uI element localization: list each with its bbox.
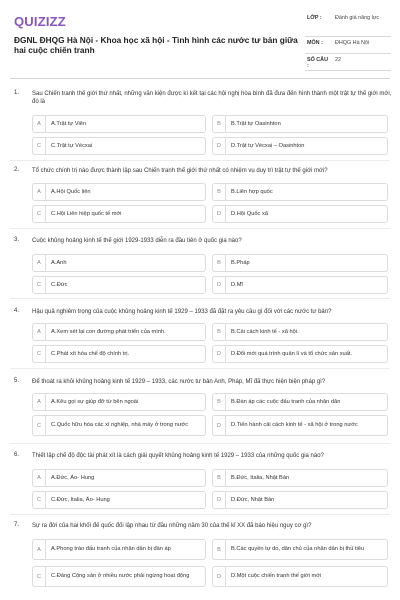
question-text: Để thoát ra khỏi khủng hoảng kinh tế 1929 – 1933, các nước tư bản Anh, Pháp, Mĩ đã thực hiện biện pháp gì? [32,379,326,385]
question-number: 6. [14,452,20,458]
option-letter: B [213,116,226,132]
option-letter: C [33,277,46,293]
quiz-meta [305,12,391,71]
option-c[interactable] [32,566,206,587]
option-letter: B [213,470,226,486]
option-a[interactable] [32,393,206,411]
option-letter: C [33,416,46,435]
option-a[interactable] [32,183,206,201]
option-text: D.Đức, Nhật Bản [231,496,275,503]
meta-label-socau: SỐ CÂU : [307,57,328,69]
option-letter: C [33,346,46,362]
question-number: 7. [14,522,20,528]
option-a[interactable] [32,115,206,133]
option-text: C.Đức, Italia, Áo- Hung [51,496,110,503]
option-b[interactable] [212,254,388,272]
option-text: C.Trật tự Vécxai [51,142,93,149]
question-number: 1. [14,90,20,96]
option-d[interactable] [212,137,388,155]
meta-label-lop: LỚP : [307,15,322,21]
option-letter: B [213,324,226,340]
option-letter: B [213,394,226,410]
question-divider [10,298,390,299]
option-d[interactable] [212,415,388,436]
quiz-title: ĐGNL ĐHQG Hà Nội - Khoa học xã hội - Tình hình các nước tư bản giữa hai cuộc chiến tranh [14,35,298,55]
option-c[interactable] [32,491,206,509]
option-letter: A [33,540,46,559]
logo-text: QUIZIZZ [14,13,66,29]
option-a[interactable] [32,469,206,487]
question-text: Cuộc khủng hoảng kinh tế thế giới 1929-1933 diễn ra đầu tiên ở quốc gia nào? [32,238,242,244]
option-letter: D [213,416,226,435]
option-text: A.Phong trào đấu tranh của nhân dân bị đàn áp [51,546,171,552]
meta-value-mon: ĐHQG Hà Nội [335,40,370,46]
option-text: C.Phát xít hóa chế độ chính trị. [51,350,130,357]
option-letter: D [213,346,226,362]
option-text: A.Hội Quốc liên [51,188,91,195]
meta-row-socau [305,54,391,71]
option-b[interactable] [212,183,388,201]
option-c[interactable] [32,415,206,436]
option-text: D.Hội Quốc xã [231,210,268,217]
option-text: D.Trật tự Vécxai – Oasinhton [231,142,305,149]
option-d[interactable] [212,205,388,223]
option-letter: C [33,138,46,154]
option-b[interactable] [212,469,388,487]
option-letter: B [213,540,226,559]
option-c[interactable] [32,345,206,363]
option-text: A.Trật tự Viên [51,120,87,127]
option-letter: C [33,206,46,222]
header-divider [10,78,390,79]
option-text: D.Tiến hành cải cách kinh tế - xã hội ở trong nước [231,422,358,428]
question-text: Thiết lập chế độ độc tài phát xít là cách giải quyết khủng hoảng kinh tế 1929 – 1933 của những quốc gia nào? [32,453,324,459]
question-text: Sự ra đời của hai khối đế quốc đối lập nhau từ đầu những năm 30 của thế kỉ XX đã báo hiệu nguy cơ gì? [32,523,312,529]
option-letter: D [213,492,226,508]
option-text: C.Hội Liên hiệp quốc tế mới [51,210,122,217]
quizizz-logo [14,14,66,28]
option-letter: D [213,138,226,154]
option-letter: B [213,255,226,271]
option-b[interactable] [212,539,388,560]
option-text: A.Đức, Áo- Hung [51,474,95,481]
option-text: D.Đổi mới quá trình quản lí và tổ chức sản xuất. [231,350,353,357]
option-text: A.Xem xét lại con đường phát triển của mình. [51,328,166,335]
question-text: Hậu quả nghiêm trọng của cuộc khủng hoảng kinh tế 1929 – 1933 đã đặt ra yêu cầu gì đối với các nước tư bản? [32,309,332,315]
option-letter: D [213,567,226,586]
option-text: B.Cải cách kinh tế - xã hội. [231,328,299,335]
option-d[interactable] [212,491,388,509]
meta-value-socau: 22 [335,57,341,63]
option-text: C.Đảng Cộng sản ở nhiều nước phải ngừng hoạt động [51,573,190,579]
option-text: B.Đức, Italia, Nhật Bản [231,474,290,481]
option-c[interactable] [32,276,206,294]
option-letter: D [213,206,226,222]
option-d[interactable] [212,345,388,363]
option-letter: A [33,255,46,271]
option-text: A.Kêu gọi sự giúp đỡ từ bên ngoài [51,398,139,405]
option-d[interactable] [212,566,388,587]
option-letter: A [33,324,46,340]
question-divider [10,443,390,444]
option-text: C.Quốc hữu hóa các xí nghiệp, nhà máy ở trong nước [51,422,189,428]
option-letter: C [33,492,46,508]
option-text: B.Đàn áp các cuộc đấu tranh của nhân dân [231,398,341,405]
option-b[interactable] [212,393,388,411]
option-a[interactable] [32,254,206,272]
option-text: B.Pháp [231,259,250,266]
option-a[interactable] [32,539,206,560]
option-letter: D [213,277,226,293]
option-letter: A [33,470,46,486]
option-a[interactable] [32,323,206,341]
option-text: D.Mĩ [231,281,244,288]
question-number: 4. [14,308,20,314]
question-number: 5. [14,378,20,384]
question-number: 2. [14,167,20,173]
option-b[interactable] [212,323,388,341]
question-divider [10,368,390,369]
question-number: 3. [14,237,20,243]
option-d[interactable] [212,276,388,294]
question-divider [10,514,390,515]
question-divider [10,228,390,229]
option-letter: A [33,184,46,200]
question-divider [10,160,390,161]
option-letter: A [33,116,46,132]
option-text: D.Một cuộc chiến tranh thế giới mới [231,573,322,579]
option-letter: B [213,184,226,200]
question-text: Tổ chức chính trị nào được thành lập sau Chiến tranh thế giới thứ nhất có nhiệm vụ duy trì trật tự thế giới mới? [32,168,328,174]
option-letter: C [33,567,46,586]
option-text: B.Các quyền tự do, dân chủ của nhân dân bị thủ tiêu [231,546,365,552]
meta-row-lop [305,12,391,37]
option-b[interactable] [212,115,388,133]
meta-label-mon: MÔN : [307,40,323,46]
option-c[interactable] [32,137,206,155]
question-text: Sau Chiến tranh thế giới thứ nhất, những văn kiện được kí kết tại các hội nghị hòa bình đã đưa đến hình thành một trật tự thế giới mới, đó là [32,91,392,105]
option-c[interactable] [32,205,206,223]
option-text: C.Đức [51,281,68,288]
meta-value-lop: Đánh giá năng lực [335,15,380,21]
option-text: B.Liên hợp quốc [231,188,273,195]
option-letter: A [33,394,46,410]
meta-row-mon [305,37,391,54]
option-text: A.Anh [51,259,67,266]
option-text: B.Trật tự Oasinhton [231,120,281,127]
